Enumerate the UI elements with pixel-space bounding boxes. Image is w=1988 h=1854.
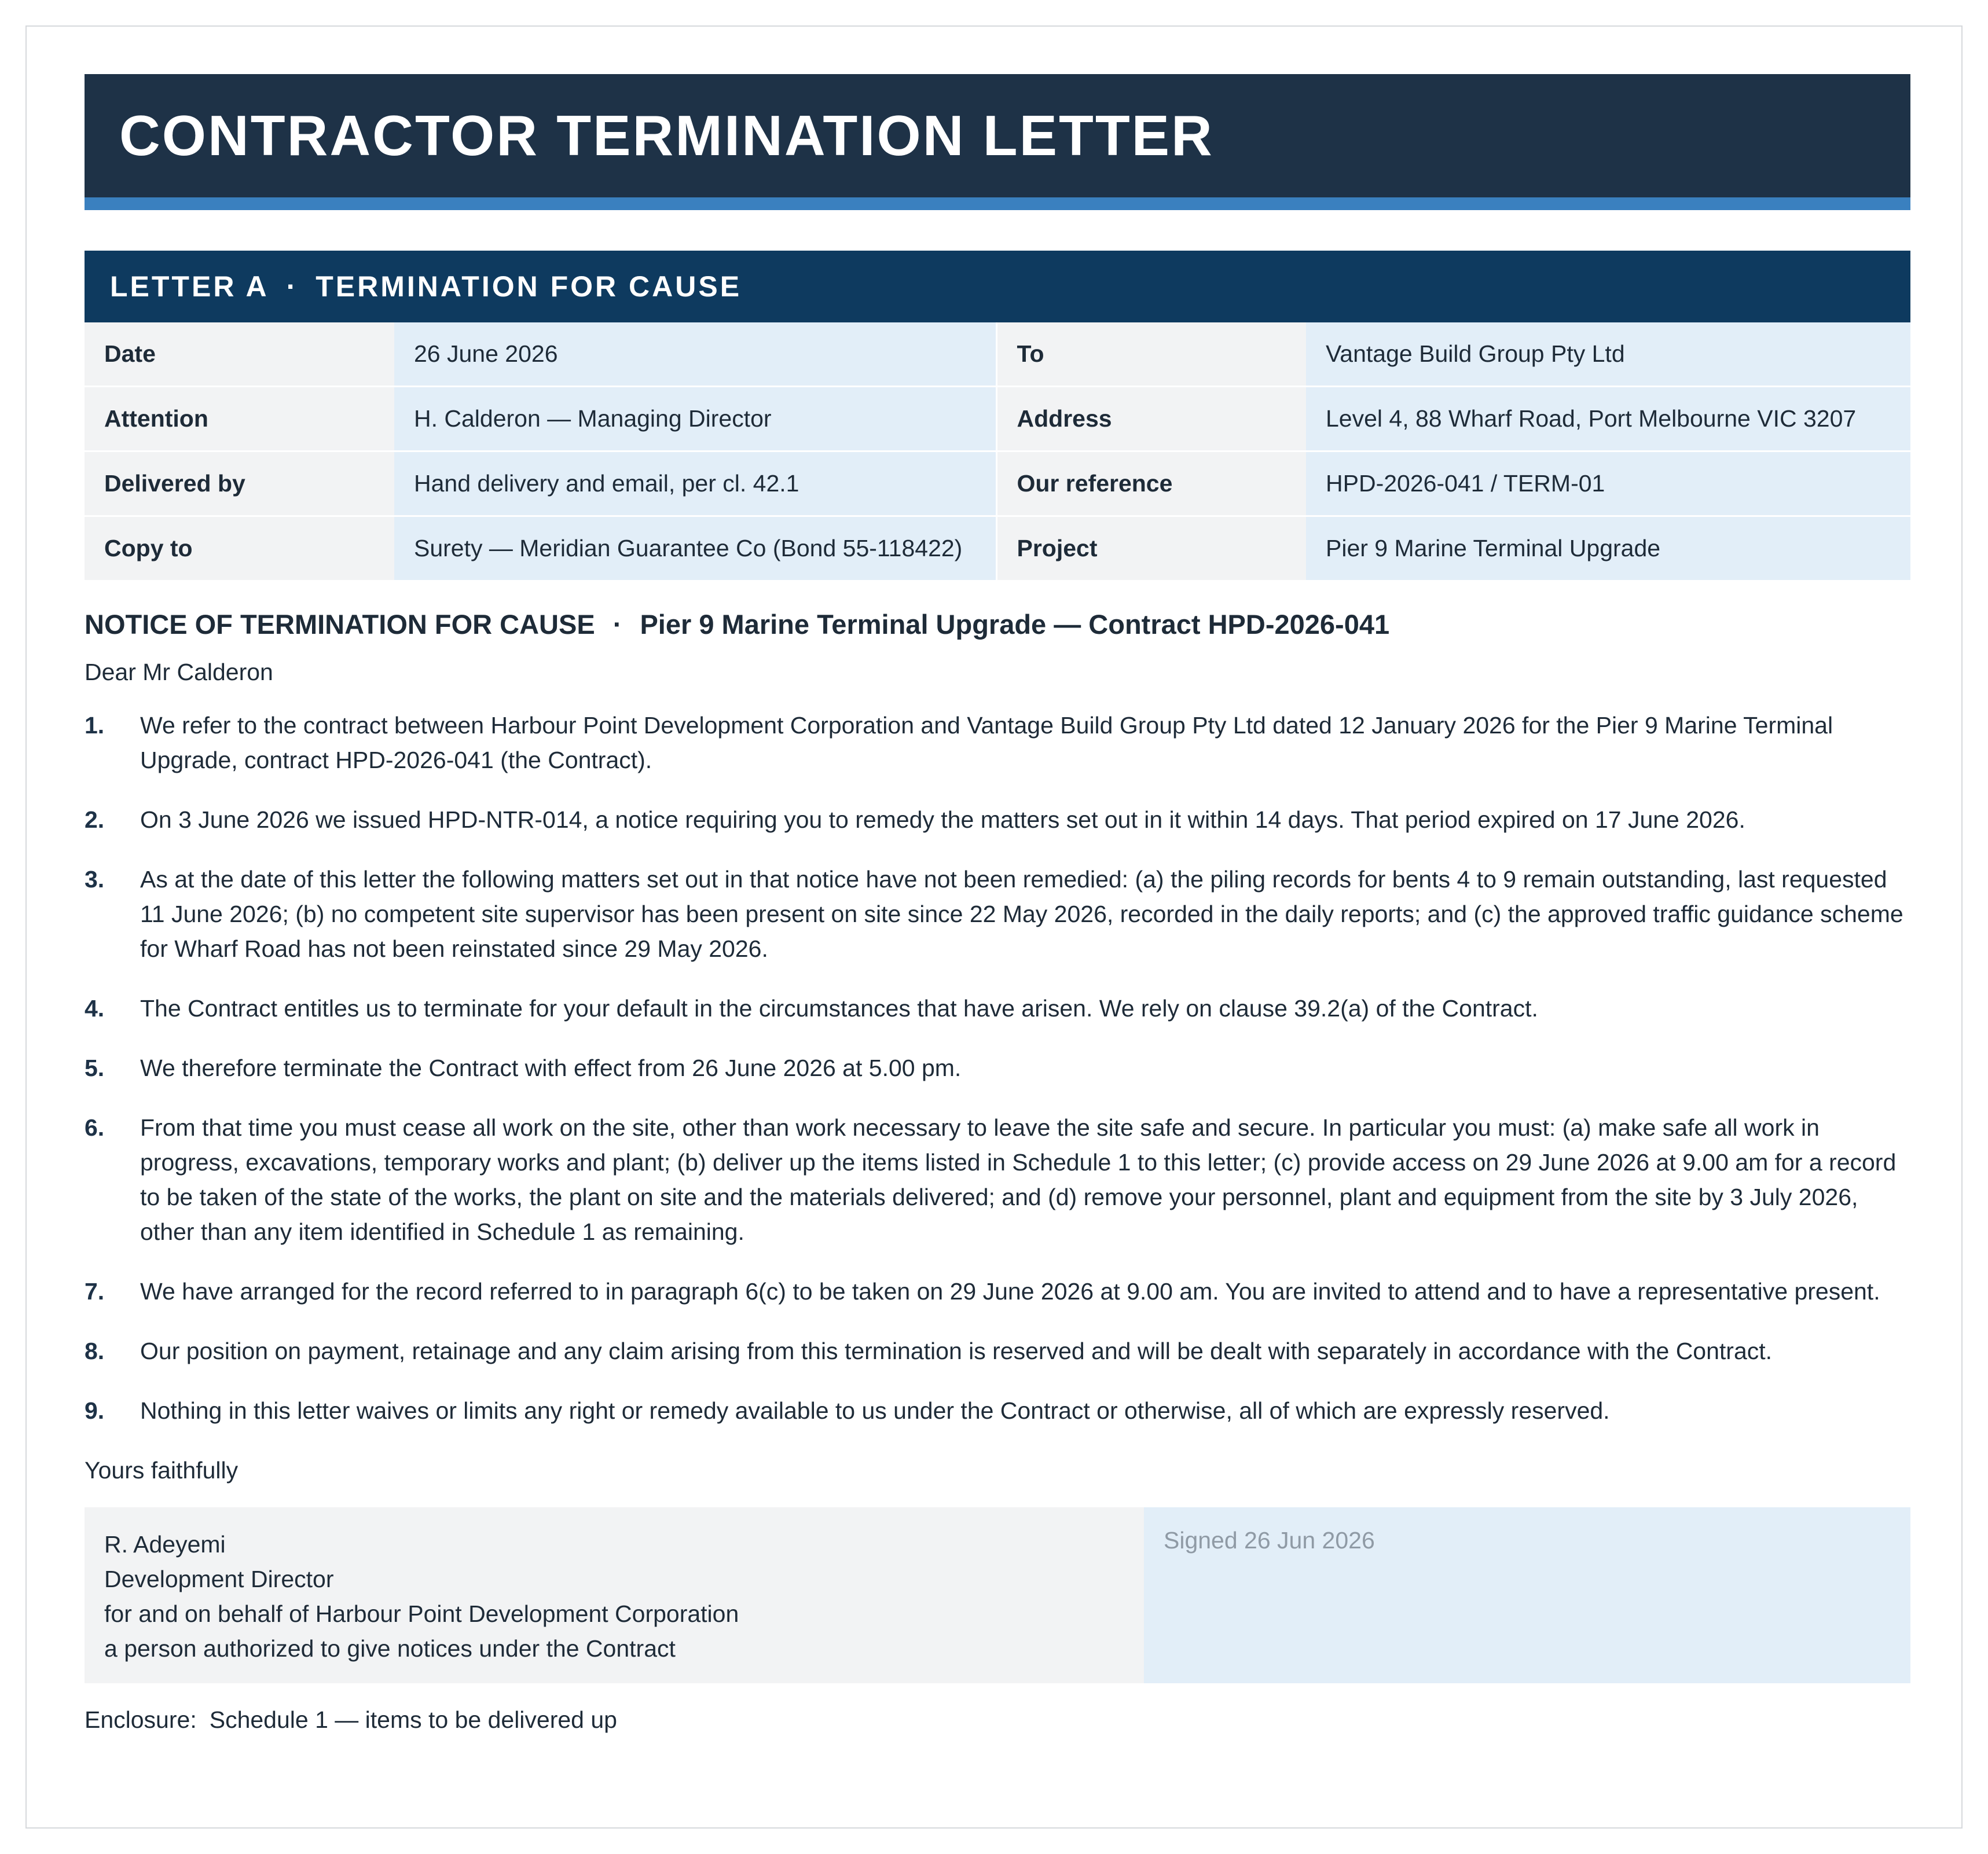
- details-row: [85, 451, 1910, 516]
- date-value: 26 June 2026: [394, 322, 996, 387]
- signatory-authority: a person authorized to give notices under the Contract: [104, 1635, 676, 1662]
- reference-value: HPD-2026-041 / TERM-01: [1306, 451, 1910, 516]
- paragraph-item: [85, 1393, 1910, 1428]
- paragraph-item: [85, 991, 1910, 1026]
- separator-dot: ·: [612, 609, 622, 640]
- paragraph-number: 4.: [85, 995, 105, 1022]
- subject-contract: Pier 9 Marine Terminal Upgrade — Contract HPD-2026-041: [640, 609, 1390, 640]
- paragraph-number: 3.: [85, 866, 105, 893]
- enclosure-line: [85, 1706, 1910, 1734]
- paragraph-item: [85, 862, 1910, 966]
- paragraph-item: [85, 1334, 1910, 1368]
- signature-block: [85, 1507, 1910, 1683]
- letter-page: [25, 25, 1963, 1829]
- date-label: Date: [85, 322, 394, 387]
- signatory-details: [85, 1507, 1144, 1683]
- separator-dot: ·: [286, 270, 299, 303]
- closing: Yours faithfully: [85, 1457, 239, 1484]
- paragraph-number: 7.: [85, 1278, 105, 1305]
- to-value: Vantage Build Group Pty Ltd: [1306, 322, 1910, 387]
- paragraph-item: [85, 1110, 1910, 1249]
- page-title: CONTRACTOR TERMINATION LETTER: [119, 104, 1214, 167]
- subject-notice: NOTICE OF TERMINATION FOR CAUSE: [85, 609, 595, 640]
- attention-label: Attention: [85, 387, 394, 451]
- signature-area: [1144, 1507, 1910, 1683]
- project-value: Pier 9 Marine Terminal Upgrade: [1306, 516, 1910, 581]
- paragraph-item: [85, 1274, 1910, 1309]
- enclosure-label: Enclosure:: [85, 1706, 197, 1733]
- letter-type: TERMINATION FOR CAUSE: [316, 270, 742, 303]
- to-label: To: [996, 322, 1306, 387]
- copy-to-label: Copy to: [85, 516, 394, 581]
- signatory-on-behalf: for and on behalf of Harbour Point Development Corporation: [104, 1600, 739, 1627]
- signatory-title: Development Director: [104, 1566, 334, 1592]
- title-banner: [85, 74, 1910, 210]
- paragraph-text: We therefore terminate the Contract with effect from 26 June 2026 at 5.00 pm.: [140, 1055, 962, 1081]
- paragraph-text: As at the date of this letter the following matters set out in that notice have not been remedied: (a) the piling records for bents 4 to 9 remain outstanding, last requested 11 June 2026; (b) no competent site supervisor has been present on site since 22 May 2026, recorded in the daily reports; and (c) the approved traffic guidance scheme for Wharf Road has not been reinstated since 29 May 2026.: [140, 866, 1903, 962]
- paragraph-number: 8.: [85, 1338, 105, 1364]
- section-heading: [85, 251, 1910, 322]
- paragraph-number: 2.: [85, 806, 105, 833]
- paragraph-item: [85, 1051, 1910, 1085]
- signed-date: Signed 26 Jun 2026: [1164, 1527, 1375, 1554]
- paragraph-text: On 3 June 2026 we issued HPD-NTR-014, a notice requiring you to remedy the matters set out in it within 14 days. That period expired on 17 June 2026.: [140, 806, 1745, 833]
- details-row: [85, 387, 1910, 451]
- address-value: Level 4, 88 Wharf Road, Port Melbourne VIC 3207: [1306, 387, 1910, 451]
- paragraph-number: 5.: [85, 1055, 105, 1081]
- paragraph-number: 1.: [85, 712, 105, 739]
- project-label: Project: [996, 516, 1306, 581]
- details-row: [85, 322, 1910, 387]
- paragraph-text: We refer to the contract between Harbour Point Development Corporation and Vantage Build Group Pty Ltd dated 12 January 2026 for the Pier 9 Marine Terminal Upgrade, contract HPD-2026-041 (the Contract).: [140, 712, 1833, 773]
- delivered-by-label: Delivered by: [85, 451, 394, 516]
- paragraph-number: 6.: [85, 1114, 105, 1141]
- letter-id: LETTER A: [110, 270, 269, 303]
- paragraph-item: [85, 802, 1910, 837]
- numbered-paragraphs: [85, 708, 1910, 1428]
- enclosure-text: Schedule 1 — items to be delivered up: [209, 1706, 617, 1733]
- paragraph-item: [85, 708, 1910, 777]
- copy-to-value: Surety — Meridian Guarantee Co (Bond 55-118422): [394, 516, 996, 581]
- delivered-by-value: Hand delivery and email, per cl. 42.1: [394, 451, 996, 516]
- signatory-name: R. Adeyemi: [104, 1531, 226, 1558]
- paragraph-text: From that time you must cease all work on the site, other than work necessary to leave the site safe and secure. In particular you must: (a) make safe all work in progress, excavations, temporary works and plant; (b) deliver up the items listed in Schedule 1 to this letter; (c) provide access on 29 June 2026 at 9.00 am for a record to be taken of the state of the works, the plant on site and the materials delivered; and (d) remove your personnel, plant and equipment from the site by 3 July 2026, other than any item identified in Schedule 1 as remaining.: [140, 1114, 1897, 1245]
- paragraph-text: Our position on payment, retainage and any claim arising from this termination is reserved and will be dealt with separately in accordance with the Contract.: [140, 1338, 1773, 1364]
- details-row: [85, 516, 1910, 581]
- address-label: Address: [996, 387, 1306, 451]
- paragraph-text: The Contract entitles us to terminate for your default in the circumstances that have arisen. We rely on clause 39.2(a) of the Contract.: [140, 995, 1538, 1022]
- letter-details-table: [85, 322, 1910, 582]
- salutation: Dear Mr Calderon: [85, 659, 273, 685]
- paragraph-number: 9.: [85, 1397, 105, 1424]
- subject-line: [85, 608, 1910, 640]
- attention-value: H. Calderon — Managing Director: [394, 387, 996, 451]
- paragraph-text: We have arranged for the record referred to in paragraph 6(c) to be taken on 29 June 2026 at 9.00 am. You are invited to attend and to have a representative present.: [140, 1278, 1880, 1305]
- reference-label: Our reference: [996, 451, 1306, 516]
- paragraph-text: Nothing in this letter waives or limits any right or remedy available to us under the Contract or otherwise, all of which are expressly reserved.: [140, 1397, 1610, 1424]
